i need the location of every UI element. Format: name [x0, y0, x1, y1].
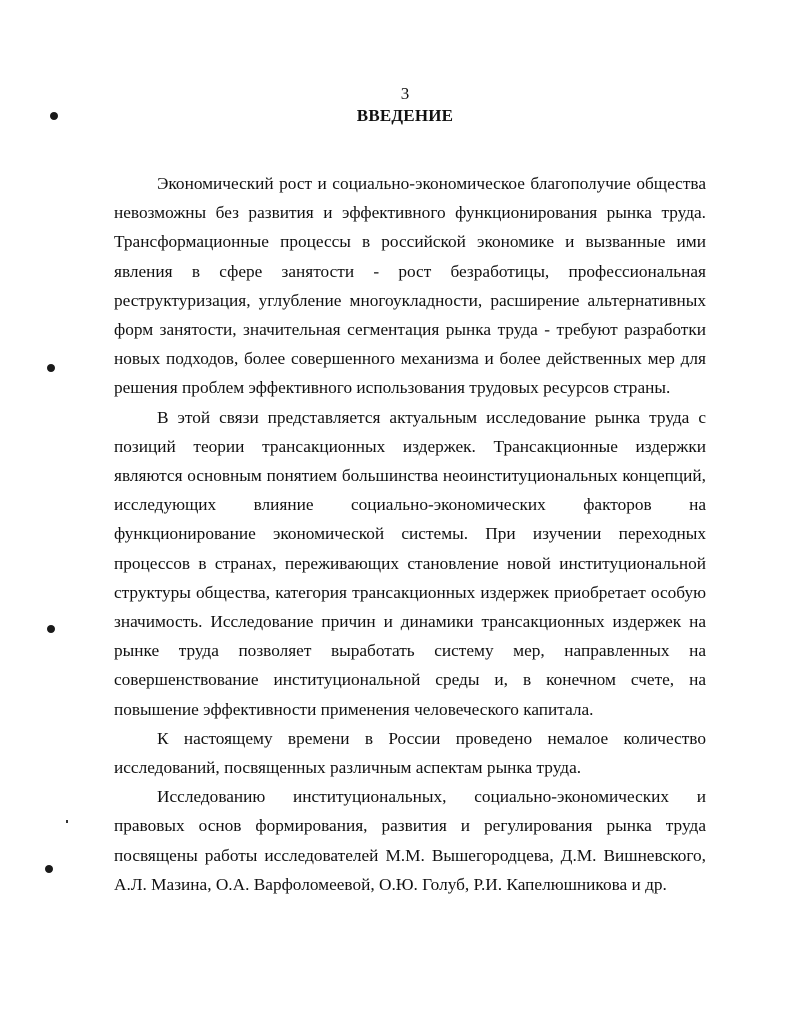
binder-hole-4: [45, 865, 53, 873]
paragraph: Исследованию институциональных, социально-экономических и правовых основ формирования, развития и регулирования рынка труда посвящены работы исследователей М.М. Вышегородцева, Д.М. Вишневского, А.Л. Мазина, О.А. Варфоломеевой, О.Ю. Голуб, Р.И. Капелюшникова и др.: [114, 787, 706, 894]
binder-hole-3: [47, 625, 55, 633]
paragraph: Экономический рост и социально-экономическое благополучие общества невозможны без развития и эффективного функционирования рынка труда. Трансформационные процессы в российской экономике и вызванные ими явления в сфере занятости - рост безработицы, профессиональная реструктуризация, углубление многоукладности, расширение альтернативных форм занятости, значительная сегментация рынка труда - требуют разработки новых подходов, более совершенного механизма и более действенных мер для решения проблем эффективного использования трудовых ресурсов страны.: [114, 174, 706, 398]
body-text: [114, 169, 706, 899]
binder-hole-2: [47, 364, 55, 372]
scan-speck: [66, 820, 68, 823]
paragraph: В этой связи представляется актуальным исследование рынка труда с позиций теории трансакционных издержек. Трансакционные издержки являются основным понятием большинства неоинституциональных концепций, исследующих влияние социально-экономических факторов на функционирование экономической системы. При изучении переходных процессов в странах, переживающих становление новой институциональной структуры общества, категория трансакционных издержек приобретает особую значимость. Исследование причин и динамики трансакционных издержек на рынке труда позволяет выработать систему мер, направленных на совершенствование институциональной среды и, в конечном счете, на повышение эффективности применения человеческого капитала.: [114, 407, 706, 719]
page-title: ВВЕДЕНИЕ: [356, 106, 454, 125]
paragraph: К настоящему времени в России проведено немалое количество исследований, посвященных различным аспектам рынка труда.: [114, 728, 706, 778]
page-number: 3: [400, 84, 410, 103]
